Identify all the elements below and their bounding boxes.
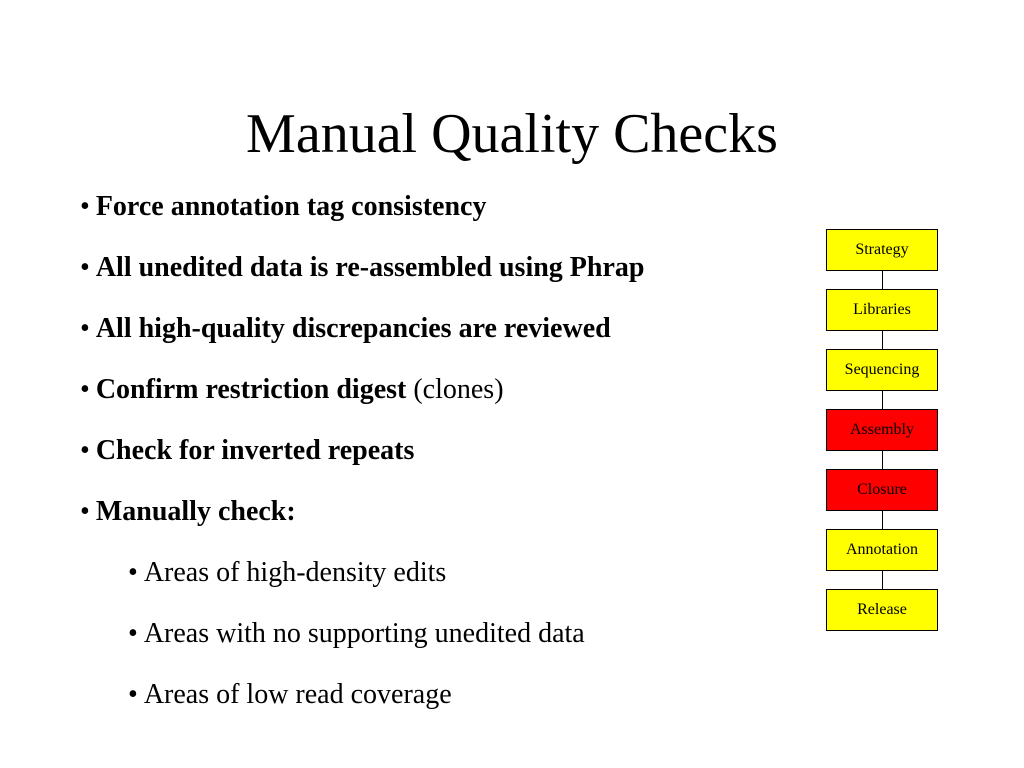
bullet-item [80,370,800,431]
slide-title: Manual Quality Checks [246,103,778,165]
bullet-list [80,187,800,736]
bullet-item [80,492,800,553]
bullet-text: Check for inverted repeats [95,435,415,466]
sub-bullet-item [80,675,800,736]
bullet-marker: • [80,313,90,344]
bullet-marker: • [80,496,90,527]
bullet-item [80,431,800,492]
bullet-marker: • [80,252,90,283]
bullet-item [80,248,800,309]
pipeline-step-annotation: Annotation [826,529,938,571]
pipeline-step-release: Release [826,589,938,631]
bullet-text: Confirm restriction digest [95,374,407,405]
bullet-text: Areas with no supporting unedited data [143,618,585,649]
pipeline-step-closure: Closure [826,469,938,511]
bullet-paren-text: (clones) [413,374,504,405]
bullet-marker: • [128,557,138,588]
bullet-marker: • [128,618,138,649]
bullet-marker: • [80,435,90,466]
bullet-marker: • [80,191,90,222]
bullet-item [80,309,800,370]
sub-bullet-item [80,614,800,675]
bullet-text: Force annotation tag consistency [95,191,487,222]
pipeline-step-sequencing: Sequencing [826,349,938,391]
pipeline-step-strategy: Strategy [826,229,938,271]
bullet-item [80,187,800,248]
sub-bullet-item [80,553,800,614]
bullet-text: All unedited data is re-assembled using Phrap [95,252,645,283]
bullet-marker: • [80,374,90,405]
pipeline-flowchart [826,229,940,633]
bullet-text: All high-quality discrepancies are reviewed [95,313,611,344]
bullet-marker: • [128,679,138,710]
bullet-text: Areas of low read coverage [143,679,452,710]
bullet-text: Areas of high-density edits [143,557,447,588]
bullet-text: Manually check: [95,496,296,527]
pipeline-step-assembly: Assembly [826,409,938,451]
pipeline-step-libraries: Libraries [826,289,938,331]
